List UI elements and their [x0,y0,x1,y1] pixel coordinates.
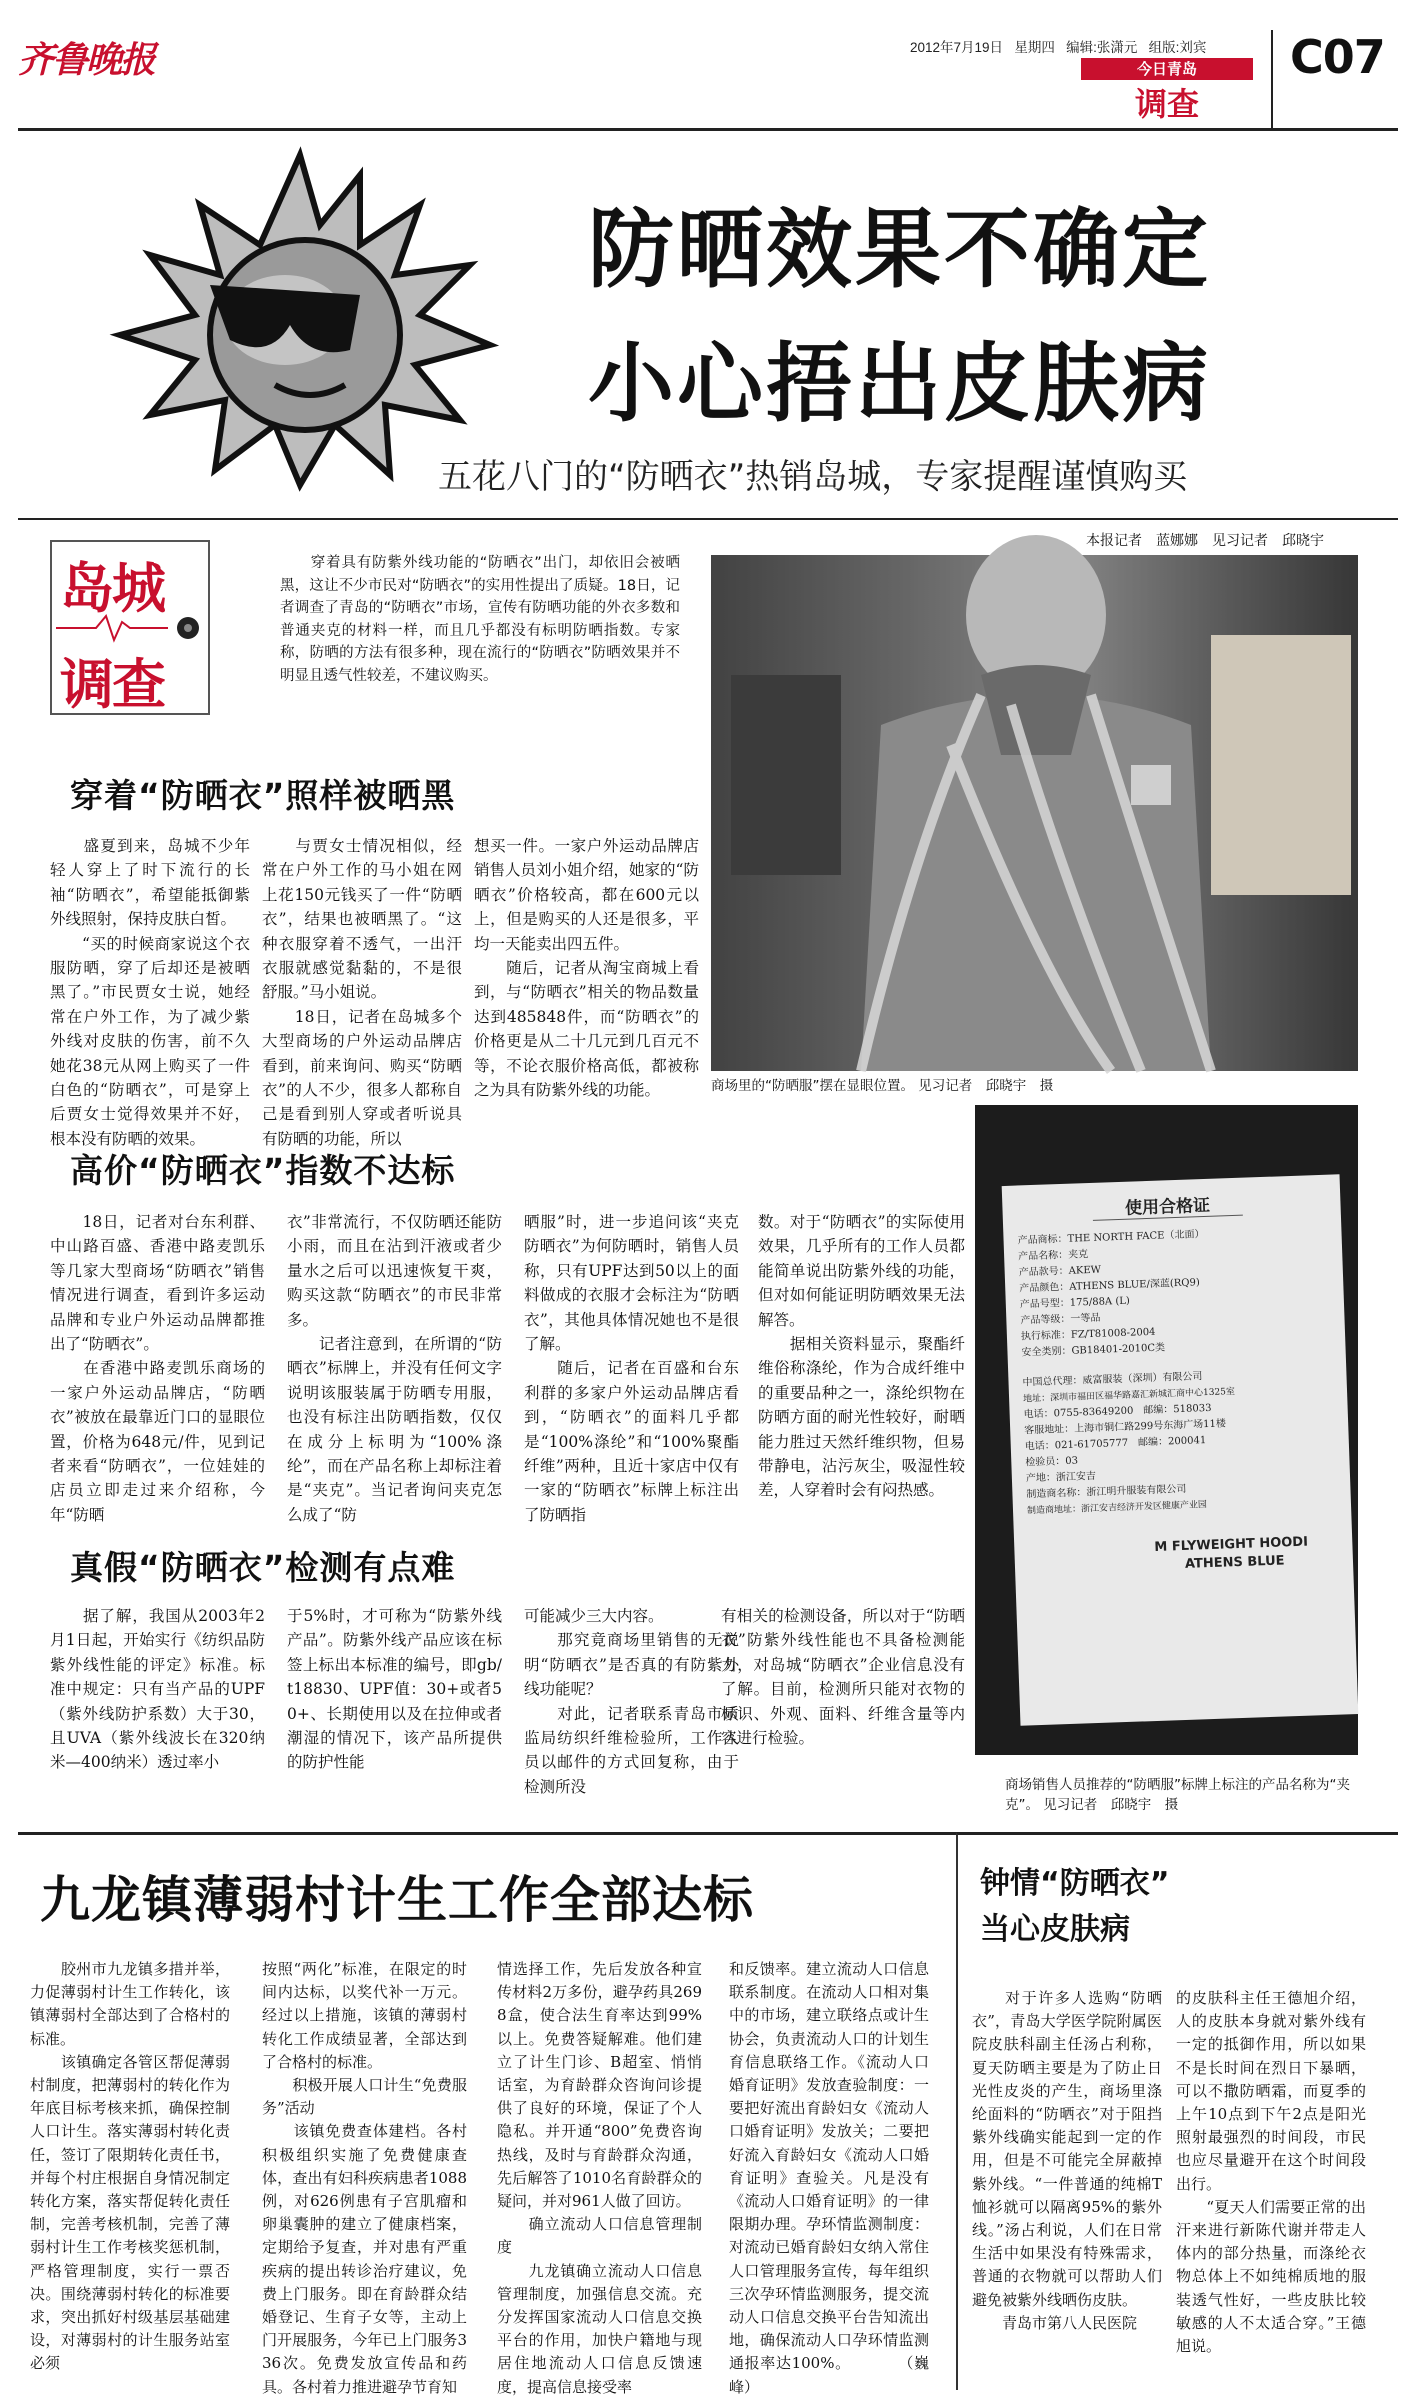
photo2-caption: 商场销售人员推荐的“防晒服”标牌上标注的产品名称为“夹克”。 见习记者 邱晓宇 摄 [1005,1777,1350,1813]
section1-heading: 穿着“防晒衣”照样被晒黑 [70,776,456,815]
island-survey-badge [50,540,210,715]
tag-line: 电话：021-61705777 邮编：200041 [1024,1435,1207,1453]
photo-sun-protective-jacket [711,555,1358,1071]
story2-column-2: 按照“两化”标准，在限定的时间内达标，以奖代补一万元。经过以上措施，该镇的薄弱村转化工作成绩显著，全部达到了合格村的标准。 积极开展人口计生“免费服务”活动 该镇免费查体建档。各村积极组织实施了免费健康查体，查出有妇科疾病患者1088例，对626例患有子宫肌瘤和卵巢囊肿的建立了健康档案，定期给予复查，并对患有严重疾病的提出转诊治疗建议，免费上门服务。即在育龄群众结婚登记、生育子女等，主动上门开展服务，今年已上门服务336次。免费发放宣传品和药具。各村着力推进避孕节育知 [262,1960,467,2396]
tag-line: 执行标准：FZ/T81008-2004 [1020,1326,1156,1343]
badge-line2: 调查 [60,653,164,716]
headline-line2: 小心捂出皮肤病 [588,334,1211,434]
section2-heading: 高价“防晒衣”指数不达标 [70,1151,456,1190]
sidebar-column-1: 对于许多人选购“防晒衣”，青岛大学医学院附属医院皮肤科副主任汤占利称，夏天防晒主要是为了防止日光性皮炎的产生，商场里涤纶面料的“防晒衣”对于阻挡紫外线确实能起到一定的作用，但是不可能完全屏蔽掉紫外线。“一件普通的纯棉T恤衫就可以隔离95%的紫外线。”汤占利说，人们在日常生活中如果没有特殊需求，普通的衣物就可以帮助人们避免被紫外线晒伤皮肤。 青岛市第八人民医院 [972,1989,1162,2332]
sidebar-title-2: 当心皮肤病 [980,1912,1130,1947]
tag-line: 电话：0755-83649200 邮编：518033 [1023,1402,1212,1421]
photo-product-tag [975,1105,1358,1755]
tag-line: 产品名称：夹克 [1017,1249,1089,1263]
header-vertical-rule [1271,30,1273,130]
sidebar-title-1: 钟情“防晒衣” [980,1866,1170,1901]
section3-column-1: 据了解，我国从2003年2月1日起，开始实行《纺织品防紫外线性能的评定》标准。标准中规定：只有当产品的UPF（紫外线防护系数）大于30，且UVA（紫外线波长在320纳米—400纳米）透过率小 [50,1607,265,1772]
issue-weekday: 星期四 [1014,40,1055,55]
tag-line: 制造商名称：浙江明升服装有限公司 [1026,1483,1187,1501]
tag-line: 产品等级：一等品 [1020,1312,1101,1327]
story2-column-1: 胶州市九龙镇多措并举，力促薄弱村计生工作转化，该镇薄弱村全部达到了合格村的标准。 该镇确定各管区帮促薄弱村制度，把薄弱村的转化作为年底目标考核来抓，确保控制人口计生。落实薄弱村转化责任，签订了限期转化责任书，并每个村庄根据自身情况制定转化方案，落实帮促转化责任制，完善考核机制，完善了薄弱村计生工作考核奖惩机制，严格管理制度，实行一票否决。围绕薄弱村转化的标准要求，突出抓好村级基层基础建设，对薄弱村的计生服务站室必须 [30,1960,230,2373]
tag-line: 制造商地址：浙江安吉经济开发区健康产业园 [1026,1500,1208,1517]
section2-column-3: 晒服”时，进一步追问该“夹克防晒衣”为何防晒时，销售人员称，只有UPF达到50以上的面料做成的衣服才会标注为“防晒衣”，其他具体情况她也不是很了解。 随后，记者在百盛和台东利群的多家户外运动品牌店看到，“防晒衣”的面料几乎都是“100%涤纶”和“100%聚酯纤维”两种，且近十家店中仅有一家的“防晒衣”标牌上标注出了防晒指 [524,1213,739,1524]
sidebar-column-2: 的皮肤科主任王德旭介绍，人的皮肤本身就对紫外线有一定的抵御作用，所以如果不是长时间在烈日下暴晒，可以不撒防晒霜，而夏季的上午10点到下午2点是阳光照射最强烈的时间段，市民也应尽量避开在这个时间段出行。 “夏天人们需要正常的出汗来进行新陈代谢并带走人体内的部分热量，而涤纶衣物总体上不如纯棉质地的服装透气性好，一些皮肤比较敏感的人不太适合穿。”王德旭说。 [1176,1989,1366,2356]
tag-line: 产品颜色：ATHENS BLUE/深蓝(RQ9) [1019,1277,1200,1295]
designer-credit: 组版:刘宾 [1148,40,1207,55]
tag-line: 地址：深圳市福田区福华路嘉汇新城汇商中心1325室 [1022,1387,1236,1405]
section3-heading: 真假“防晒衣”检测有点难 [70,1548,456,1587]
tag-line: 安全类别：GB18401-2010C类 [1021,1342,1166,1359]
section3-column-3: 可能减少三大内容。 那究竟商场里销售的无说明“防晒衣”是否真的有防紫外线功能呢？ 对此，记者联系青岛市质监局纺织纤维检验所，工作人员以邮件的方式回复称，由于检测所没 [524,1607,739,1796]
sun-sunglasses-illustration [60,135,540,505]
section3-column-4: 有相关的检测设备，所以对于“防晒衣”防紫外线性能也不具备检测能力，对岛城“防晒衣”企业信息没有了解。目前，检测所只能对衣物的标识、外观、面料、纤维含量等内容进行检验。 [721,1607,965,1748]
section3-column-2: 于5%时，才可称为“防紫外线产品”。防紫外线产品应该在标签上标出本标准的编号，即gb/t18830、UPF值：30+或者50+、长期使用以及在拉伸或者潮湿的情况下，该产品所提供的防护性能 [287,1607,502,1772]
tag-line: 产品商标：THE NORTH FACE（北面） [1017,1229,1205,1247]
badge-line1: 岛城 [60,557,164,620]
story2-top-rule [18,1832,956,1835]
lead-paragraph: 穿着具有防紫外线功能的“防晒衣”出门，却依旧会被晒黑，这让不少市民对“防晒衣”的实用性提出了质疑。18日，记者调查了青岛的“防晒衣”市场，宣传有防晒功能的外衣多数和普通夹克的材料一样，而且几乎都没有标明防晒指数。专家称，防晒的方法有很多种，现在流行的“防晒衣”防晒效果并不明显且透气性较差，不建议购买。 [280,555,680,684]
section1-column-3: 想买一件。一家户外运动品牌店销售人员刘小姐介绍，她家的“防晒衣”价格较高，都在600元以上，但是购买的人还是很多，平均一天能卖出四五件。 随后，记者从淘宝商城上看到，与“防晒衣”相关的物品数量达到485848件，而“防晒衣”的价格更是从二十几元到几百元不等，不论衣服价格高低，都被称之为具有防紫外线的功能。 [474,837,699,1100]
tag-line: M FLYWEIGHT HOODI [1154,1534,1309,1555]
page-number: C07 [1290,30,1385,84]
tag-line: 中国总代理：威富服装（深圳）有限公司 [1022,1371,1203,1389]
section-tag: 今日青岛 [1081,58,1253,80]
headline-subtitle: 五花八门的“防晒衣”热销岛城，专家提醒谨慎购买 [438,457,1188,497]
tag-title: 使用合格证 [1092,1190,1243,1221]
issue-date: 2012年7月19日 [910,40,1004,55]
header-rule [18,128,1398,131]
section1-column-1: 盛夏到来，岛城不少年轻人穿上了时下流行的长袖“防晒衣”，希望能抵御紫外线照射，保持皮肤白皙。 “买的时候商家说这个衣服防晒，穿了后却还是被晒黑了。”市民贾女士说，她经常在户外工作，为了减少紫外线对皮肤的伤害，前不久她花38元从网上购买了一件白色的“防晒衣”，可是穿上后贾女士觉得效果并不好，根本没有防晒的效果。 [50,837,250,1148]
tag-line: 检验员：03 [1025,1455,1079,1469]
editor-credit: 编辑:张潇元 [1066,40,1138,55]
tag-line: 产品款号：AKEW [1018,1264,1102,1279]
section2-column-4: 数。对于“防晒衣”的实际使用效果，几乎所有的工作人员都能简单说出防紫外线的功能，但对如何能证明防晒效果无法解答。 据相关资料显示，聚酯纤维俗称涤纶，作为合成纤维中的重要品种之一，涤纶织物在防晒方面的耐光性较好，耐晒能力胜过天然纤维织物，但易带静电，沾污灰尘，吸湿性较差，人穿着时会有闷热感。 [758,1213,965,1500]
headline-line1: 防晒效果不确定 [588,200,1211,300]
heartbeat-camera-icon [56,612,206,642]
tag-line: ATHENS BLUE [1184,1553,1285,1572]
tag-line: 客服地址：上海市铜仁路299号东海广场11楼 [1024,1418,1227,1437]
section1-column-2: 与贾女士情况相似，经常在户外工作的马小姐在网上花150元钱买了一件“防晒衣”，结果也被晒黑了。“这种衣服穿着不透气，一出汗衣服就感觉黏黏的，不是很舒服。”马小姐说。 18日，记者在岛城多个大型商场的户外运动品牌店看到，前来询问、购买“防晒衣”的人不少，很多人都称自己是看到别人穿或者听说具有防晒的功能，所以 [262,837,462,1148]
section2-column-2: 衣”非常流行，不仅防晒还能防小雨，而且在沾到汗液或者少量水之后可以迅速恢复干爽，购买这款“防晒衣”的市民非常多。 记者注意到，在所谓的“防晒衣”标牌上，并没有任何文字说明该服装属于防晒专用服，也没有标注出防晒指数，仅仅在成分上标明为“100%涤纶”，而在产品名称上却标注着是“夹克”。当记者询问夹克怎么成了“防 [287,1213,502,1524]
story2-headline: 九龙镇薄弱村计生工作全部达标 [40,1871,754,1929]
section-name: 调查 [1134,85,1199,123]
header-info [910,36,1206,56]
tag-line: 产地：浙江安吉 [1025,1470,1097,1485]
tag-card [1002,1174,1359,1725]
masthead-logo: 齐鲁晚报 [18,39,155,81]
tag-line: 产品号型：175/88A (L) [1019,1295,1130,1311]
story2-column-3: 情选择工作，先后发放各种宣传材料2万多份，避孕药具2698盒，使合法生育率达到99%以上。免费答疑解难。他们建立了计生门诊、B超室、悄悄话室，为育龄群众咨询问诊提供了良好的环境，保证了个人隐私。并开通“800”免费咨询热线，及时与育龄群众沟通，先后解答了1010名育龄群众的疑问，并对961人做了回访。 确立流动人口信息管理制度 九龙镇确立流动人口信息管理制度，加强信息交流。充分发挥国家流动人口信息交换平台的作用，加快户籍地与现居住地流动人口信息反馈速度，提高信息接受率 [497,1960,702,2396]
story2-column-4: 和反馈率。建立流动人口信息联系制度。在流动人口相对集中的市场，建立联络点或计生协会，负责流动人口的计划生育信息联络工作。《流动人口婚育证明》发放查验制度：一要把好流出育龄妇女《流动人口婚育证明》发放关；二要把好流入育龄妇女《流动人口婚育证明》查验关。凡是没有《流动人口婚育证明》的一律限期办理。孕环情监测制度：对流动已婚育龄妇女纳入常住人口管理服务宣传，每年组织三次孕环情监测服务，提交流动人口信息交换平台告知流出地，确保流动人口孕环情监测通报率达100%。 （巍峰） [729,1960,929,2396]
headline-rule [18,518,1398,520]
byline: 本报记者 蓝娜娜 见习记者 邱晓宇 [1086,533,1324,549]
photo1-caption: 商场里的“防晒服”摆在显眼位置。 见习记者 邱晓宇 摄 [711,1078,1054,1094]
section2-column-1: 18日，记者对台东利群、中山路百盛、香港中路麦凯乐等几家大型商场“防晒衣”销售情况进行调查，看到许多运动品牌和专业户外运动品牌都推出了“防晒衣”。 在香港中路麦凯乐商场的一家户外运动品牌店，“防晒衣”被放在最靠近门口的显眼位置，价格为648元/件，见到记者来看“防晒衣”，一位娃娃的店员立即走过来介绍称，今年“防晒 [50,1213,265,1524]
